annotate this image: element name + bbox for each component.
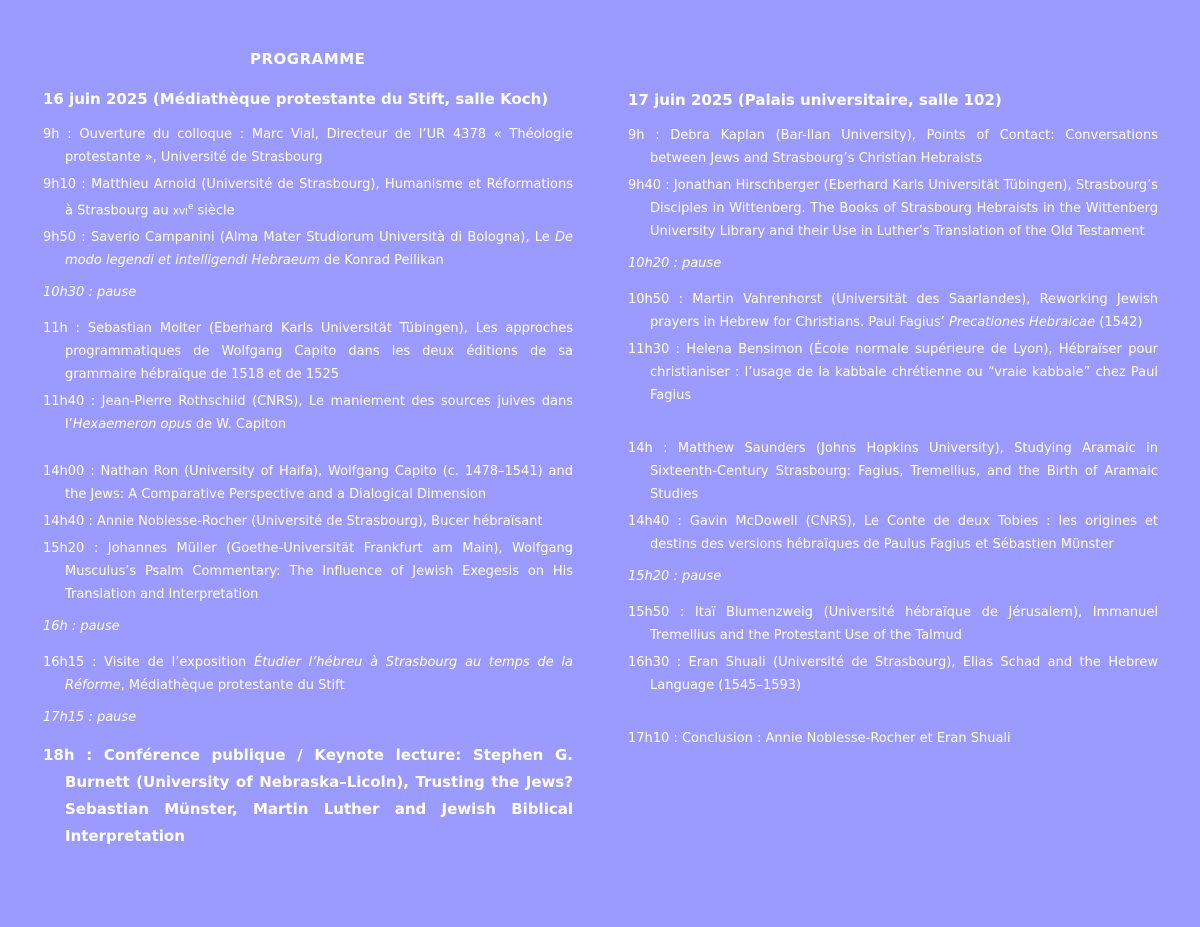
item-text: siècle	[193, 203, 235, 219]
program-item	[628, 288, 1158, 334]
program-item: 9h40 : Jonathan Hirschberger (Eberhard Karls Universität Tübingen), Strasbourg’s Disciples in Wittenberg. The Books of Strasbourg Hebraists in the Wittenberg University Library and their Use in Luther’s Translation of the Old Testament	[628, 178, 1158, 239]
item-title-italic: De modo legendi et intelligendi Hebraeum	[65, 230, 573, 269]
keynote-item: 18h : Conférence publique / Keynote lecture: Stephen G. Burnett (University of Nebraska–Licoln), Trusting the Jews? Sebastian Münster, Martin Luther and Jewish Biblical Interpretation	[43, 746, 573, 846]
program-item: 11h30 : Helena Bensimon (École normale supérieure de Lyon), Hébraïser pour christianiser : l’usage de la kabbale chrétienne ou “vraie kabbale” chez Paul Fagius	[628, 342, 1158, 403]
pause-label: 17h15 : pause	[43, 710, 137, 726]
item-text: 10h50 : Martin Vahrenhorst (Universität des Saarlandes), Reworking Jewish prayers in Hebrew for Christians. Paul Fagius’	[628, 292, 1158, 330]
program-item	[43, 651, 573, 697]
program-item: 11h : Sebastian Molter (Eberhard Karls Universität Tübingen), Les approches programmatiques de Wolfgang Capito dans les deux éditions de sa grammaire hébraïque de 1518 et de 1525	[43, 321, 573, 383]
item-text-smallcaps: xvi	[172, 203, 188, 219]
item-title-italic: Hexaemeron opus	[72, 417, 192, 433]
item-text: (1542)	[1095, 315, 1143, 330]
program-item: 16h30 : Eran Shuali (Université de Strasbourg), Elias Schad and the Hebrew Language (1545–1593)	[628, 655, 1158, 693]
item-title-italic: Precationes Hebraicae	[948, 315, 1096, 330]
day1-column	[43, 88, 573, 850]
program-item	[43, 173, 573, 222]
item-text: 11h40 : Jean-Pierre Rothschild (CNRS), Le maniement des sources juives dans l’	[43, 394, 573, 433]
item-title-italic: Étudier l’hébreu à Strasbourg au temps de la Réforme	[65, 655, 573, 694]
program-item: 14h40 : Annie Noblesse-Rocher (Université de Strasbourg), Bucer hébraïsant	[43, 514, 543, 530]
item-text: 16h15 : Visite de l’exposition	[43, 655, 255, 671]
program-item: 17h10 : Conclusion : Annie Noblesse-Rocher et Eran Shuali	[628, 731, 1011, 746]
program-item	[43, 226, 573, 272]
day2-column	[628, 89, 1158, 754]
pause-label: 10h30 : pause	[43, 285, 137, 301]
program-item: 14h : Matthew Saunders (Johns Hopkins University), Studying Aramaic in Sixteenth-Century Strasbourg: Fagius, Tremellius, and the Birth of Aramaic Studies	[628, 441, 1158, 502]
program-item: 15h20 : Johannes Müller (Goethe-Universität Frankfurt am Main), Wolfgang Musculus’s Psalm Commentary: The Influence of Jewish Exegesis on His Translation and Interpretation	[43, 541, 573, 603]
program-item: 9h : Ouverture du colloque : Marc Vial, Directeur de l’UR 4378 « Théologie protestante », Université de Strasbourg	[43, 127, 573, 165]
pause-label: 10h20 : pause	[628, 256, 722, 271]
item-text: de W. Capiton	[191, 417, 287, 433]
page-title: PROGRAMME	[250, 50, 366, 68]
day1-heading: 16 juin 2025 (Médiathèque protestante du Stift, salle Koch)	[43, 90, 549, 108]
item-text: , Médiathèque protestante du Stift	[120, 678, 345, 694]
program-item: 14h40 : Gavin McDowell (CNRS), Le Conte de deux Tobies : les origines et destins des versions hébraïques de Paulus Fagius et Sébastien Münster	[628, 514, 1158, 552]
program-item	[43, 390, 573, 436]
program-item: 15h50 : Itaï Blumenzweig (Université hébraïque de Jérusalem), Immanuel Tremellius and the Protestant Use of the Talmud	[628, 605, 1158, 643]
item-text: 9h10 : Matthieu Arnold (Université de Strasbourg), Humanisme et Réformations à Strasbourg au	[43, 177, 573, 219]
program-item: 9h : Debra Kaplan (Bar-Ilan University), Points of Contact: Conversations between Jews and Strasbourg’s Christian Hebraists	[628, 128, 1158, 166]
item-text: 9h50 : Saverio Campanini (Alma Mater Studiorum Università di Bologna), Le	[43, 230, 555, 246]
pause-label: 15h20 : pause	[628, 569, 722, 584]
item-text-superscript: e	[187, 202, 194, 212]
program-item: 14h00 : Nathan Ron (University of Haifa), Wolfgang Capito (c. 1478–1541) and the Jews: A Comparative Perspective and a Dialogical Dimension	[43, 464, 573, 503]
item-text: de Konrad Pellikan	[319, 253, 444, 269]
day2-heading: 17 juin 2025 (Palais universitaire, salle 102)	[628, 91, 1002, 109]
pause-label: 16h : pause	[43, 619, 120, 635]
